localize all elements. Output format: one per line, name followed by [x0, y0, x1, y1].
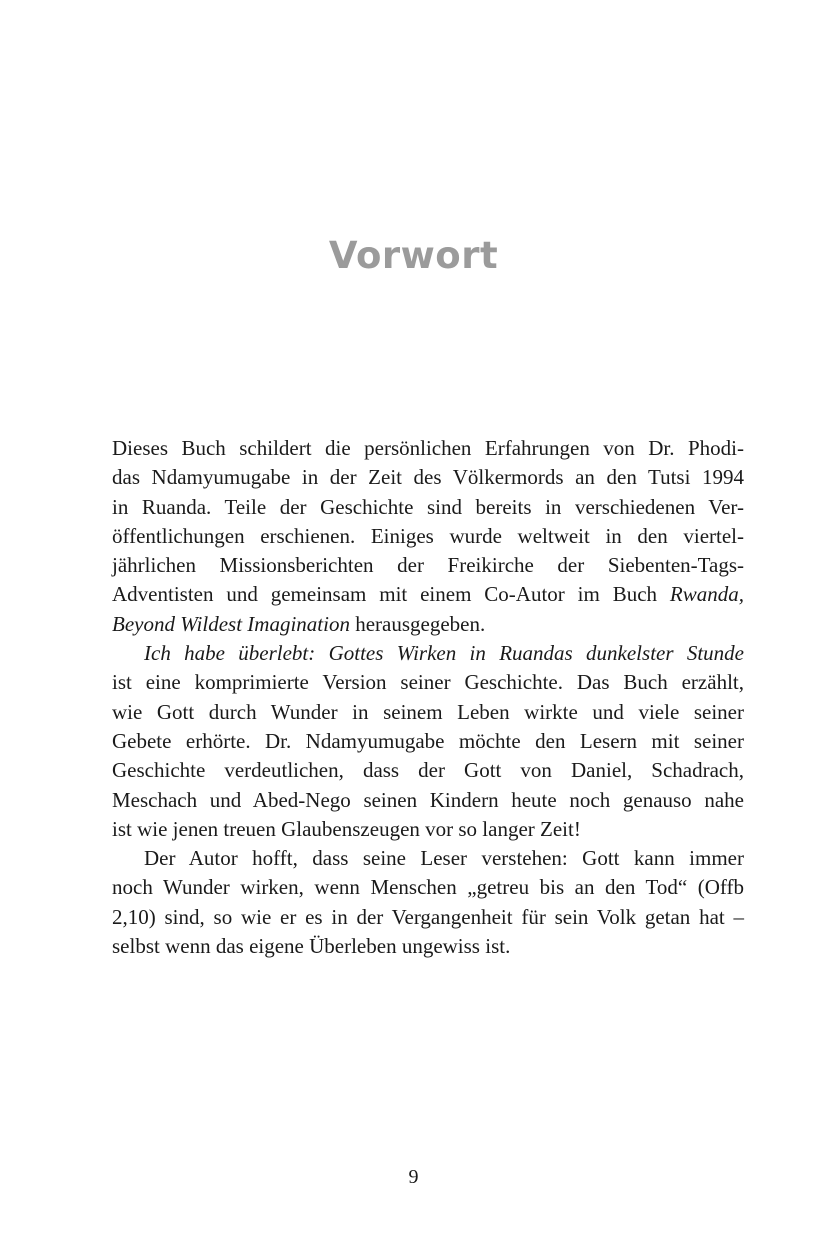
text-line: öffentlichungen erschienen. Einiges wurde weltweit in den viertel- — [112, 523, 744, 548]
text-line: 2,10) sind, so wie er es in der Vergangenheit für sein Volk getan hat – — [112, 904, 744, 929]
text-line: in Ruanda. Teile der Geschichte sind bereits in verschiedenen Ver- — [112, 494, 744, 519]
text-line: Dieses Buch schildert die persönlichen Erfahrungen von Dr. Phodi- — [112, 436, 744, 460]
body-text — [112, 434, 744, 961]
text-line: Meschach und Abed-Nego seinen Kindern heute noch genauso nahe — [112, 787, 744, 812]
text-line: das Ndamyumugabe in der Zeit des Völkermords an den Tutsi 1994 — [112, 465, 744, 490]
page-number: 9 — [408, 1166, 419, 1188]
book-title-italic: Ich habe überlebt: Gottes Wirken in Ruandas dunkelster Stunde — [144, 641, 744, 666]
text-line: ist eine komprimierte Version seiner Geschichte. Das Buch erzählt, — [112, 670, 744, 695]
text-line — [112, 639, 744, 668]
chapter-heading: Vorwort — [328, 234, 499, 277]
paragraph-1 — [112, 434, 744, 639]
book-title-italic: Rwanda, — [669, 582, 744, 607]
paragraph-3 — [112, 844, 744, 961]
text-line — [112, 580, 744, 609]
text-line — [112, 610, 744, 639]
text-line: selbst wenn das eigene Überleben ungewiss ist. — [112, 934, 511, 959]
text-line: wie Gott durch Wunder in seinem Leben wirkte und viele seiner — [112, 699, 744, 724]
text-line: ist wie jenen treuen Glaubenszeugen vor so langer Zeit! — [112, 816, 581, 841]
text-line: Gebete erhörte. Dr. Ndamyumugabe möchte den Lesern mit seiner — [112, 728, 744, 753]
book-title-italic: Beyond Wildest Imagination — [112, 611, 350, 636]
text-segment: herausgegeben. — [349, 611, 486, 636]
text-line: jährlichen Missionsberichten der Freikirche der Siebenten-Tags- — [112, 553, 744, 578]
text-line: Der Autor hofft, dass seine Leser verstehen: Gott kann immer — [144, 846, 744, 871]
text-line: Geschichte verdeutlichen, dass der Gott von Daniel, Schadrach, — [112, 758, 744, 783]
text-line: noch Wunder wirken, wenn Menschen „getreu bis an den Tod“ (Offb — [112, 875, 744, 900]
text-segment: Adventisten und gemeinsam mit einem Co-Autor im Buch — [112, 582, 670, 607]
paragraph-2 — [112, 639, 744, 844]
